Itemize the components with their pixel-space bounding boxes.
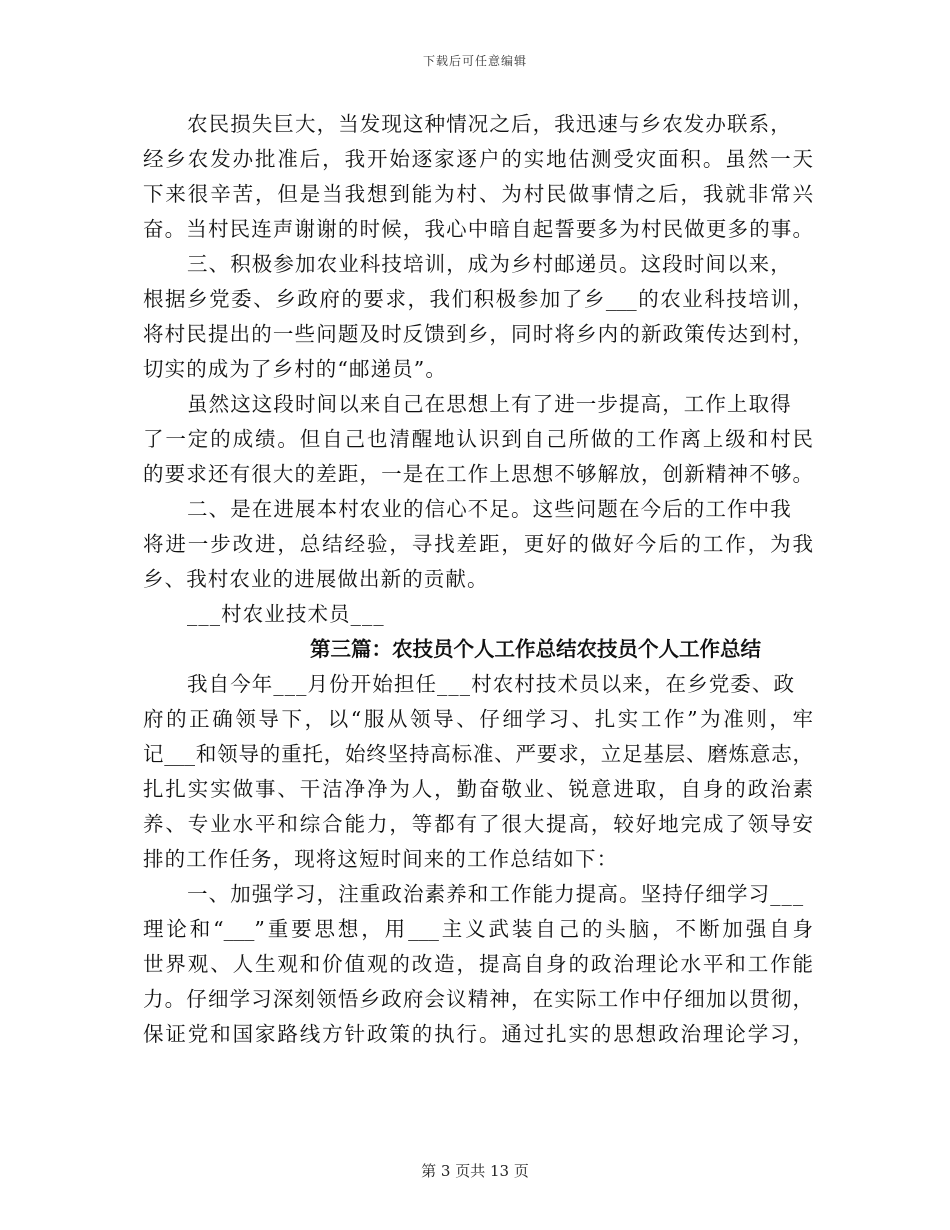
text-line: 养、专业水平和综合能力，等都有了很大提高，较好地完成了领导安 — [143, 812, 813, 836]
signature-line: ___村农业技术员___ — [187, 602, 385, 626]
text-line: 力。仔细学习深刻领悟乡政府会议精神，在实际工作中仔细加以贯彻， — [143, 987, 813, 1011]
text-line: 乡、我村农业的进展做出新的贡献。 — [143, 567, 489, 591]
text-line: 了一定的成绩。但自己也清醒地认识到自己所做的工作离上级和村民 — [143, 427, 813, 451]
text-line: 的要求还有很大的差距，一是在工作上思想不够解放，创新精神不够。 — [143, 462, 813, 486]
text-line: 二、是在进展本村农业的信心不足。这些问题在今后的工作中我 — [187, 497, 792, 521]
text-line: 将进一步改进，总结经验，寻找差距，更好的做好今后的工作，为我 — [143, 532, 813, 556]
text-line: 虽然这这段时间以来自己在思想上有了进一步提高，工作上取得 — [187, 392, 792, 416]
text-line: 切实的成为了乡村的“邮递员”。 — [143, 357, 447, 381]
text-line: 理论和“___”重要思想，用___主义武装自己的头脑，不断加强自身 — [143, 917, 813, 941]
text-line: 农民损失巨大，当发现这种情况之后，我迅速与乡农发办联系， — [187, 112, 792, 136]
text-line: 府的正确领导下，以“服从领导、仔细学习、扎实工作”为准则，牢 — [143, 707, 813, 731]
page-footer: 第 3 页共 13 页 — [421, 1162, 529, 1180]
text-line: 我自今年___月份开始担任___村农村技术员以来，在乡党委、政 — [187, 672, 796, 696]
text-line: 排的工作任务，现将这短时间来的工作总结如下： — [143, 847, 619, 871]
text-line: 世界观、人生观和价值观的改造，提高自身的政治理论水平和工作能 — [143, 952, 813, 976]
page-header: 下载后可任意编辑 — [422, 54, 527, 68]
text-line: 一、加强学习，注重政治素养和工作能力提高。坚持仔细学习___ — [187, 882, 805, 906]
text-line: 记___和领导的重托，始终坚持高标准、严要求，立足基层、磨炼意志， — [143, 742, 813, 766]
text-line: 三、积极参加农业科技培训，成为乡村邮递员。这段时间以来， — [187, 252, 792, 276]
document-body — [143, 107, 813, 1052]
text-line: 根据乡党委、乡政府的要求，我们积极参加了乡___的农业科技培训， — [143, 287, 813, 311]
text-line: 下来很辛苦，但是当我想到能为村、为村民做事情之后，我就非常兴 — [143, 182, 813, 206]
section-title: 第三篇：农技员个人工作总结农技员个人工作总结 — [310, 637, 761, 661]
text-line: 将村民提出的一些问题及时反馈到乡，同时将乡内的新政策传达到村， — [143, 322, 813, 346]
text-line: 奋。当村民连声谢谢的时候，我心中暗自起誓要多为村民做更多的事。 — [143, 217, 813, 241]
text-line: 经乡农发办批准后，我开始逐家逐户的实地估测受灾面积。虽然一天 — [143, 147, 813, 171]
text-line: 保证党和国家路线方针政策的执行。通过扎实的思想政治理论学习， — [143, 1022, 813, 1046]
text-line: 扎扎实实做事、干洁净净为人，勤奋敬业、锐意进取，自身的政治素 — [143, 777, 813, 801]
